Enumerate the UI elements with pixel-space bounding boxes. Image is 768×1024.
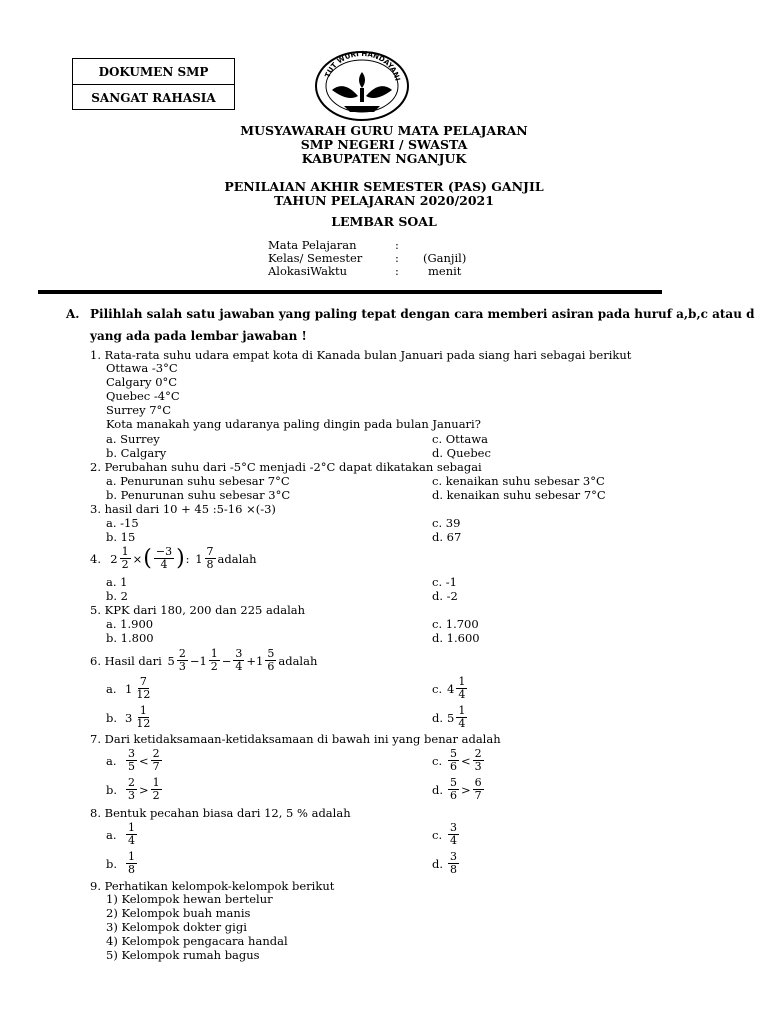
q9-item: 5) Kelompok rumah bagus [106,948,260,962]
q8-option-d[interactable]: d. $\frac{3}{8}$ [432,850,457,876]
q9-item: 2) Kelompok buah manis [106,906,251,920]
section-instruction-2: yang ada pada lembar jawaban ! [90,329,307,343]
q1-option-c[interactable]: c. Ottawa [432,432,488,446]
q3-option-a[interactable]: a. -15 [106,516,139,530]
q6-frac-3: $\frac{3}{4}$ [235,647,243,673]
q4-option-c[interactable]: c. -1 [432,575,457,589]
question-4 [90,546,257,571]
section-instruction-1: Pilihlah salah satu jawaban yang paling tepat dengan cara memberi asiran pada huruf a,b,c atau d [90,307,755,321]
q4-frac-1: $\frac{1}{2}$ [121,545,129,571]
doc-type-label: DOKUMEN SMP [98,64,209,79]
exam-title: PENILAIAN AKHIR SEMESTER (PAS) GANJIL [224,179,544,194]
q2-option-d[interactable]: d. kenaikan suhu sebesar 7°C [432,488,606,502]
question-5: 5. KPK dari 180, 200 dan 225 adalah [90,603,306,617]
q6-frac-2: $\frac{1}{2}$ [210,647,218,673]
q3-option-d[interactable]: d. 67 [432,530,462,544]
sheet-title: LEMBAR SOAL [331,214,437,229]
q5-option-d[interactable]: d. 1.600 [432,631,480,645]
q4-number: 4. [90,551,101,566]
org-line-2: SMP NEGERI / SWASTA [300,137,468,152]
q6-op-3: +1 [246,653,264,668]
q7-option-c[interactable]: c. $\frac{5}{6}$ < $\frac{2}{3}$ [432,747,482,773]
q6-frac-1: $\frac{2}{3}$ [178,647,186,673]
q5-option-c[interactable]: c. 1.700 [432,617,479,631]
q9-item: 3) Kelompok dokter gigi [106,920,247,934]
q4-whole-2: 1 [195,551,203,566]
q6-option-c[interactable]: c. 4 $\frac{1}{4}$ [432,675,466,701]
q1-option-a[interactable]: a. Surrey [106,432,160,446]
org-line-3: KABUPATEN NGANJUK [301,151,467,166]
section-letter: A. [66,307,80,321]
question-2: 2. Perubahan suhu dari -5°C menjadi -2°C dapat dikatakan sebagai [90,460,482,474]
q8-option-b[interactable]: b. $\frac{1}{8}$ [106,850,135,876]
class-label: Kelas/ Semester [268,251,363,265]
q4-option-b[interactable]: b. 2 [106,589,128,603]
question-9: 9. Perhatikan kelompok-kelompok berikut [90,879,335,893]
q6-op-2: − [221,653,232,668]
q4-whole-1: 2 [110,551,118,566]
q1-ask: Kota manakah yang udaranya paling dingin pada bulan Januari? [106,417,481,431]
q6-frac-4: $\frac{5}{6}$ [267,647,275,673]
q7-option-a[interactable]: a. $\frac{3}{5}$ < $\frac{2}{7}$ [106,747,160,773]
time-unit: menit [428,264,462,278]
q8-option-c[interactable]: c. $\frac{3}{4}$ [432,821,457,847]
tut-wuri-handayani-logo [314,50,410,122]
q4-paren-right: ) [176,545,185,571]
question-6 [90,648,317,673]
q4-frac-2: $\frac{-3}{4}$ [155,545,173,571]
q6-whole-1: 5 [167,653,175,668]
org-line-1: MUSYAWARAH GURU MATA PELAJARAN [240,123,528,138]
q6-option-a[interactable]: a. 1 $\frac{7}{12}$ [106,675,151,701]
time-label: AlokasiWaktu [268,264,347,278]
q4-option-d[interactable]: d. -2 [432,589,458,603]
q4-paren-left: ( [143,545,152,571]
question-7: 7. Dari ketidaksamaan-ketidaksamaan di bawah ini yang benar adalah [90,732,501,746]
q9-item: 1) Kelompok hewan bertelur [106,892,273,906]
semester-value: (Ganjil) [423,251,467,265]
q1-option-d[interactable]: d. Quebec [432,446,491,460]
q3-option-c[interactable]: c. 39 [432,516,461,530]
q1-item: Surrey 7°C [106,403,172,417]
q4-frac-3: $\frac{7}{8}$ [206,545,214,571]
q5-option-b[interactable]: b. 1.800 [106,631,154,645]
q6-op-1: −1 [189,653,207,668]
q9-item: 4) Kelompok pengacara handal [106,934,288,948]
time-colon: : [395,264,399,278]
q8-option-a[interactable]: a. $\frac{1}{4}$ [106,821,135,847]
subject-colon: : [395,238,399,252]
q4-divide: : [185,551,190,566]
q1-item: Quebec -4°C [106,389,180,403]
header-divider [38,290,662,294]
academic-year: TAHUN PELAJARAN 2020/2021 [274,193,494,208]
secrecy-label: SANGAT RAHASIA [73,84,234,110]
q6-tail: adalah [278,653,318,668]
q2-option-c[interactable]: c. kenaikan suhu sebesar 3°C [432,474,605,488]
q3-option-b[interactable]: b. 15 [106,530,136,544]
document-label-box [72,58,235,110]
q1-item: Ottawa -3°C [106,361,178,375]
q4-option-a[interactable]: a. 1 [106,575,128,589]
q4-times: × [132,551,143,566]
q4-tail: adalah [217,551,257,566]
subject-label: Mata Pelajaran [268,238,357,252]
question-1: 1. Rata-rata suhu udara empat kota di Kanada bulan Januari pada siang hari sebagai berikut [90,348,632,362]
q6-prefix: 6. Hasil dari [90,653,162,668]
q5-option-a[interactable]: a. 1.900 [106,617,154,631]
q7-option-d[interactable]: d. $\frac{5}{6}$ > $\frac{6}{7}$ [432,776,482,802]
class-colon: : [395,251,399,265]
q6-option-b[interactable]: b. 3 $\frac{1}{12}$ [106,704,151,730]
q7-option-b[interactable]: b. $\frac{2}{3}$ > $\frac{1}{2}$ [106,776,160,802]
question-8: 8. Bentuk pecahan biasa dari 12, 5 % adalah [90,806,351,820]
q6-option-d[interactable]: d. 5 $\frac{1}{4}$ [432,704,466,730]
q2-option-b[interactable]: b. Penurunan suhu sebesar 3°C [106,488,291,502]
q1-option-b[interactable]: b. Calgary [106,446,167,460]
svg-text:TUT WURI HANDAYANI: TUT WURI HANDAYANI [323,50,402,82]
q1-item: Calgary 0°C [106,375,178,389]
q2-option-a[interactable]: a. Penurunan suhu sebesar 7°C [106,474,290,488]
question-3: 3. hasil dari 10 + 45 :5-16 ×(-3) [90,502,276,516]
